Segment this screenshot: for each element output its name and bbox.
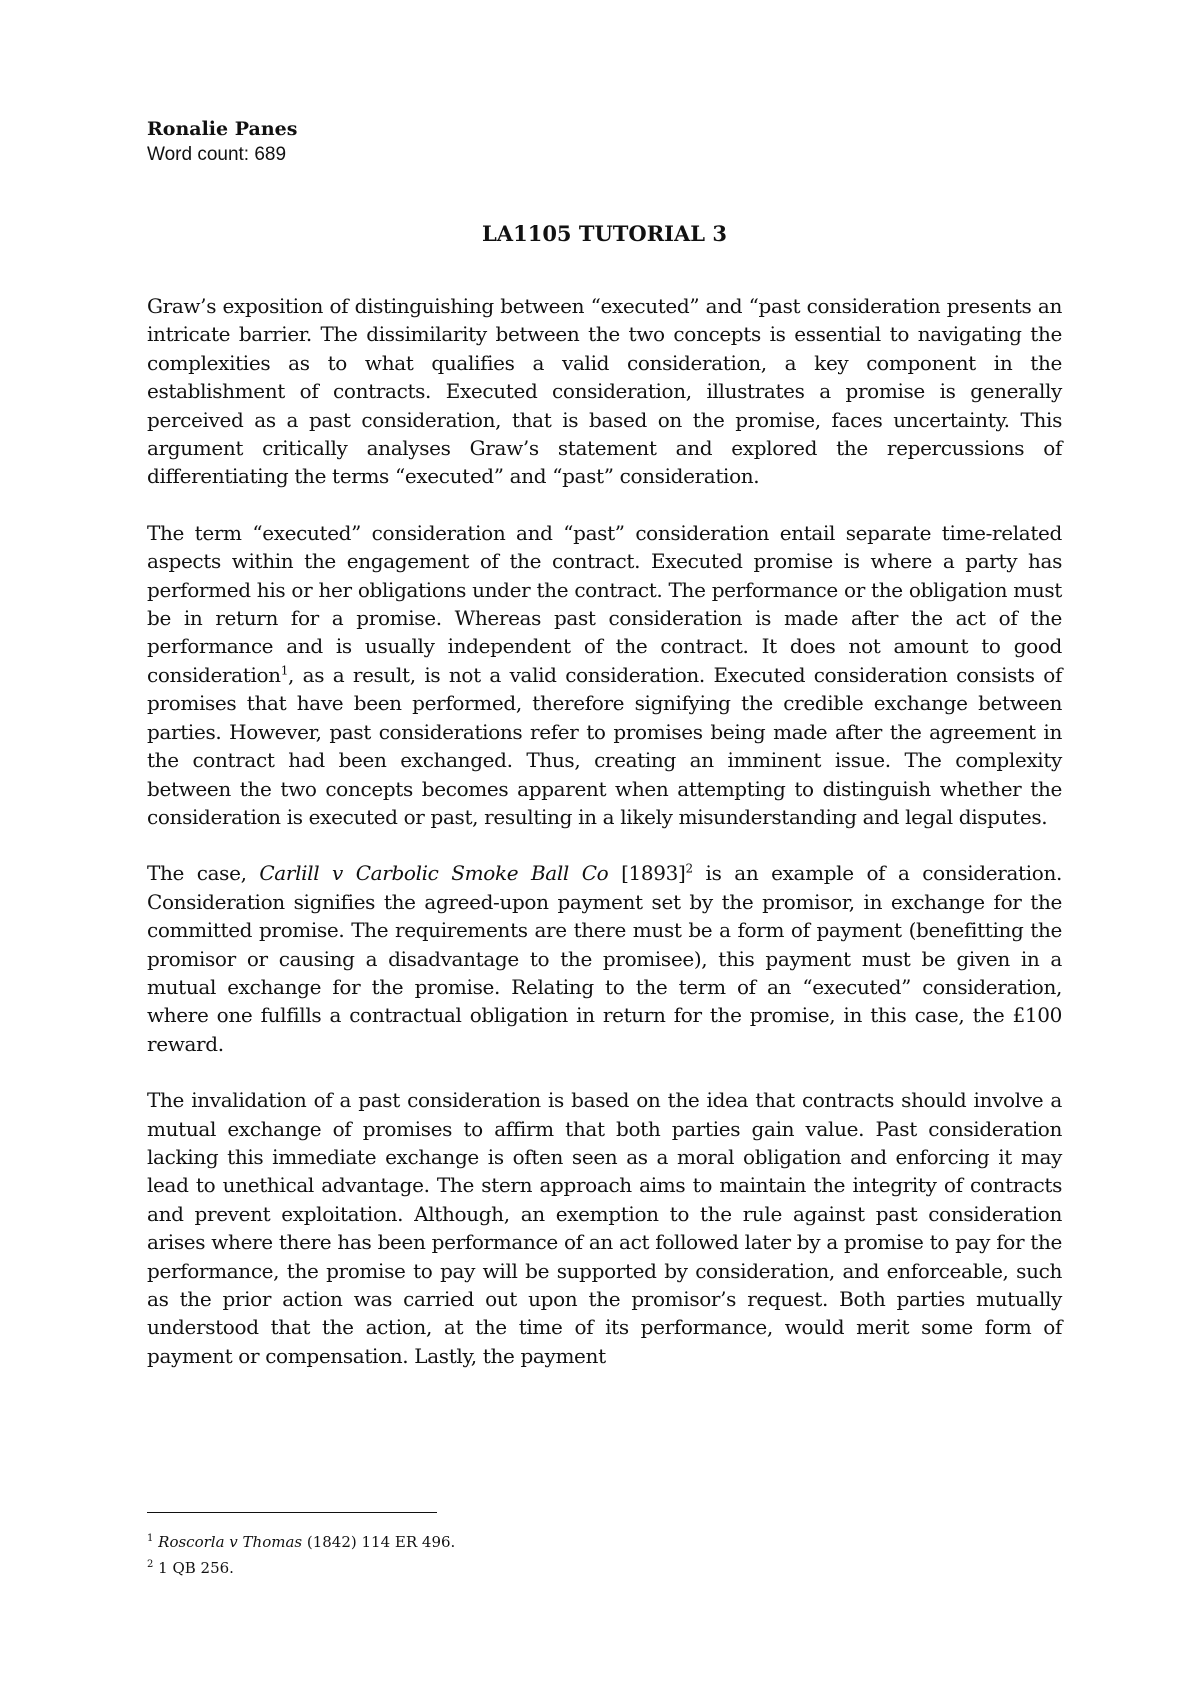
- footnote-2: [147, 1555, 1062, 1581]
- footnote-1: [147, 1529, 1062, 1555]
- paragraph-3: [147, 859, 1062, 1058]
- footnote-1-case: Roscorla v Thomas: [158, 1533, 303, 1551]
- paragraph-2-text-b: , as a result, is not a valid consideration. Executed consideration consists of promises that have been performed, therefore signifying the credible exchange between parties. However, past considerations refer to promises being made after the agreement in the contract had been exchanged. Thus, creating an imminent issue. The complexity between the two concepts becomes apparent when attempting to distinguish whether the consideration is executed or past, resulting in a likely misunderstanding and legal disputes.: [147, 662, 1062, 829]
- document-body: [147, 116, 1062, 1398]
- footnote-ref-2[interactable]: 2: [685, 861, 693, 876]
- author-name: Ronalie Panes: [147, 118, 298, 140]
- case-year: [1893]: [608, 861, 686, 886]
- paragraph-3-text-b: is an example of a consideration. Consideration signifies the agreed-upon payment set by the promisor, in exchange for the committed promise. The requirements are there must be a form of payment (benefitting the promisor or causing a disadvantage to the promisee), this payment must be given in a mutual exchange for the promise. Relating to the term of an “executed” consideration, where one fulfills a contractual obligation in return for the promise, in this case, the £100 reward.: [147, 861, 1062, 1056]
- paragraph-2-text-a: The term “executed” consideration and “past” consideration entail separate time-related aspects within the engagement of the contract. Executed promise is where a party has performed his or her obligations under the contract. The performance or the obligation must be in return for a promise. Whereas past consideration is made after the act of the performance and is usually independent of the contract. It does not amount to good consideration: [147, 520, 1062, 687]
- paragraph-2: [147, 519, 1062, 831]
- footnotes: [147, 1512, 1062, 1581]
- paragraph-1: [147, 292, 1062, 491]
- footnote-separator: [147, 1512, 437, 1513]
- footnote-2-number: 2: [147, 1559, 154, 1570]
- paragraph-1-text: Graw’s exposition of distinguishing between “executed” and “past consideration presents an intricate barrier. The dissimilarity between the two concepts is essential to navigating the complexities as to what qualifies a valid consideration, a key component in the establishment of contracts. Executed consideration, illustrates a promise is generally perceived as a past consideration, that is based on the promise, faces uncertainty. This argument critically analyses Graw’s statement and explored the repercussions of differentiating the terms “executed” and “past” consideration.: [147, 294, 1062, 489]
- case-name-carlill: Carlill v Carbolic Smoke Ball Co: [259, 861, 609, 886]
- footnote-1-number: 1: [147, 1533, 154, 1544]
- word-count: Word count: 689: [147, 144, 287, 165]
- paragraph-4-text: The invalidation of a past consideration is based on the idea that contracts should involve a mutual exchange of promises to affirm that both parties gain value. Past consideration lacking this immediate exchange is often seen as a moral obligation and enforcing it may lead to unethical advantage. The stern approach aims to maintain the integrity of contracts and prevent exploitation. Although, an exemption to the rule against past consideration arises where there has been performance of an act followed later by a promise to pay for the performance, the promise to pay will be supported by consideration, and enforceable, such as the prior action was carried out upon the promisor’s request. Both parties mutually understood that the action, at the time of its performance, would merit some form of payment or compensation. Lastly, the payment: [147, 1088, 1062, 1368]
- footnote-ref-1[interactable]: 1: [280, 663, 289, 678]
- page-title: LA1105 TUTORIAL 3: [482, 221, 727, 246]
- paragraph-4: [147, 1086, 1062, 1370]
- footnote-2-citation: 1 QB 256.: [153, 1559, 234, 1577]
- footnote-1-citation: (1842) 114 ER 496.: [302, 1533, 456, 1551]
- paragraph-3-text-a: The case,: [147, 861, 260, 886]
